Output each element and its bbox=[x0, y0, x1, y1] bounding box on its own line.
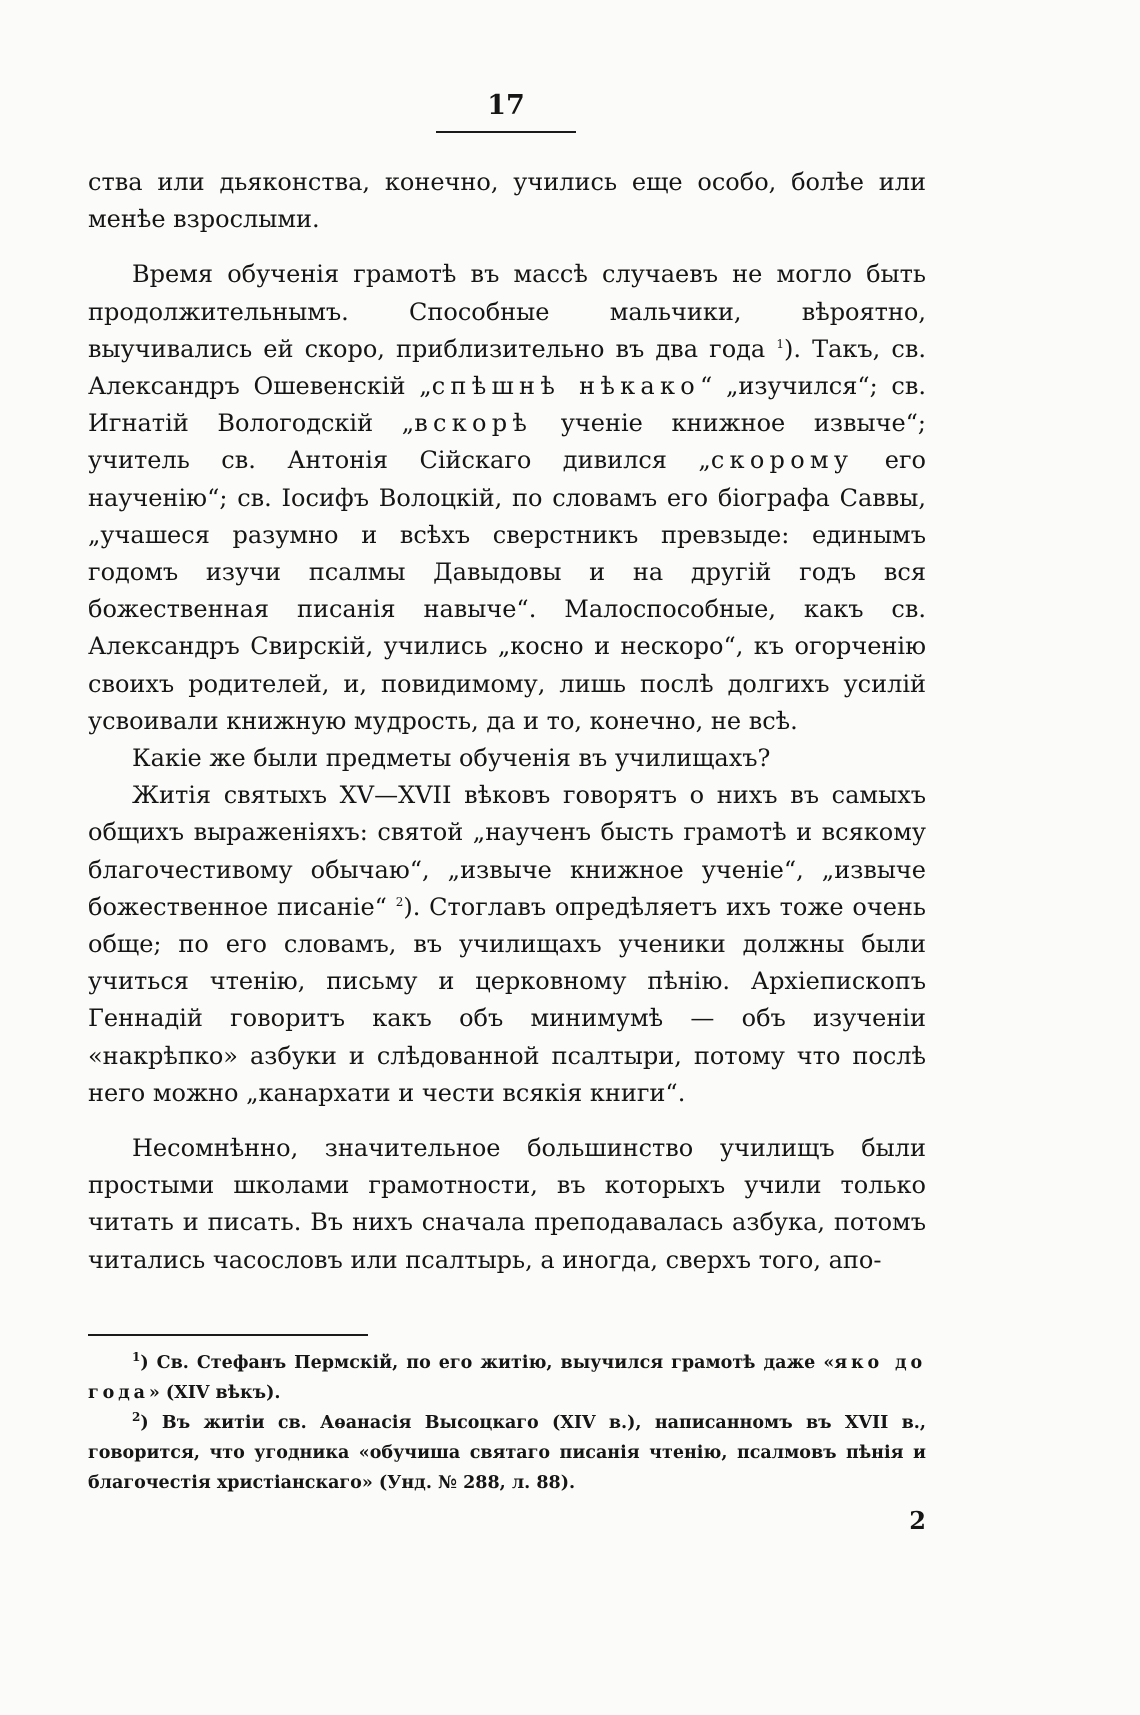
text-run: ). Такъ, св. Александръ Ошевенскій „ bbox=[88, 334, 926, 401]
footnote-ref: 2 bbox=[395, 894, 404, 909]
paragraph-subjects bbox=[88, 777, 926, 1112]
spaced-emphasis: скорому bbox=[710, 446, 854, 475]
spaced-emphasis: яко до года bbox=[88, 1353, 926, 1403]
paragraph-literacy-schools bbox=[88, 1130, 926, 1279]
paragraph-duration-of-learning bbox=[88, 256, 926, 740]
text-run: » (XIV вѣкъ). bbox=[148, 1383, 281, 1403]
header-rule bbox=[436, 131, 576, 133]
text-run: ) Въ житіи св. Аѳанасія Высоцкаго (XIV в.), написанномъ въ XVII в., говорится, что угодника «обучиша святаго писанія чтенію, псалмовъ пѣнія и благочестія христіанскаго» (Унд. № 288, л. 88). bbox=[88, 1413, 926, 1493]
spaced-emphasis: спѣшнѣ нѣкако bbox=[431, 372, 700, 401]
page-number: 17 bbox=[487, 90, 525, 121]
paragraph-continuation bbox=[88, 164, 926, 238]
footnote-marker: 1 bbox=[132, 1350, 141, 1365]
text-run: ученіе книжное извыче“; учитель св. Антонія Сійскаго дивился „ bbox=[88, 409, 926, 475]
text-run: Житія святыхъ XV—XVII вѣковъ говорятъ о нихъ въ самыхъ общихъ выраженіяхъ: святой „наученъ бысть грамотѣ и всякому благочестивому обычаю“, „извыче книжное ученіе“, „извыче божественное писаніе“ bbox=[88, 781, 926, 921]
footnote-2 bbox=[88, 1408, 926, 1498]
text-run: “ „изучился“; св. Игнатій Вологодскій „ bbox=[88, 372, 927, 438]
footnotes bbox=[88, 1348, 926, 1498]
signature-mark: 2 bbox=[909, 1506, 926, 1535]
footnote-ref: 1 bbox=[776, 336, 784, 351]
text-run: Несомнѣнно, значительное большинство училищъ были простыми школами грамотности, въ которыхъ учили только читать и писать. Въ нихъ сначала преподавалась азбука, потомъ читались часословъ или псалтырь, а иногда, сверхъ того, апо- bbox=[88, 1134, 926, 1274]
text-run: Время обученія грамотѣ въ массѣ случаевъ не могло быть продолжительнымъ. Способные мальчики, вѣроятно, выучивались ей скоро, приблизительно въ два года bbox=[88, 260, 926, 363]
footnote-1 bbox=[88, 1348, 926, 1408]
footnote-rule bbox=[88, 1334, 368, 1336]
spaced-emphasis: вскорѣ bbox=[414, 409, 533, 438]
text-run: ства или дьяконства, конечно, учились еще особо, болѣе или менѣе взрослыми. bbox=[88, 168, 926, 234]
body-text bbox=[88, 164, 926, 1279]
text-run: ). Стоглавъ опредѣляетъ ихъ тоже очень обще; по его словамъ, въ училищахъ ученики должны были учиться чтенію, письму и церковному пѣнію. Архіепископъ Геннадій говоритъ какъ объ минимумѣ — объ изученіи «накрѣпко» азбуки и слѣдованной псалтыри, потому что послѣ него можно „канархати и чести всякія книги“. bbox=[88, 892, 926, 1107]
footnote-marker: 2 bbox=[132, 1410, 141, 1425]
text-run: Какіе же были предметы обученія въ училищахъ? bbox=[132, 744, 771, 773]
text-run: его наученію“; св. Іосифъ Волоцкій, по словамъ его біографа Саввы, „учашеся разумно и всѣхъ сверстникъ превзыде: единымъ годомъ изучи псалмы Давыдовы и на другій годъ вся божественная писанія навыче“. Малоспособные, какъ св. Александръ Свирскій, учились „косно и нескоро“, къ огорченію своихъ родителей, и, повидимому, лишь послѣ долгихъ усилій усвоивали книжную мудрость, да и то, конечно, не всѣ. bbox=[88, 446, 926, 735]
text-run: ) Св. Стефанъ Пермскій, по его житію, выучился грамотѣ даже « bbox=[140, 1353, 835, 1373]
paragraph-question bbox=[88, 740, 926, 777]
